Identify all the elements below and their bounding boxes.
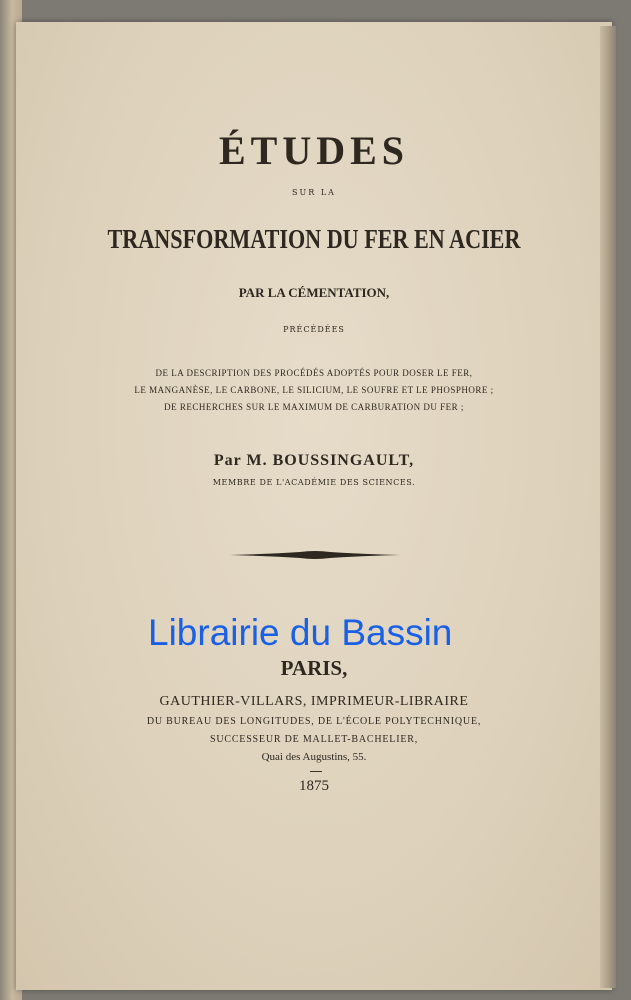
preceded-by-label: PRÉCÉDÉES <box>283 325 345 334</box>
description-line: LE MANGANÈSE, LE CARBONE, LE SILICIUM, LE SOUFRE ET LE PHOSPHORE ; <box>134 385 494 395</box>
author: Par M. BOUSSINGAULT, <box>213 452 415 469</box>
publisher-line: DU BUREAU DES LONGITUDES, DE L'ÉCOLE POLYTECHNIQUE, <box>146 716 482 727</box>
title-connector: SUR LA <box>292 188 336 197</box>
ornament-divider-icon <box>230 548 400 562</box>
year-rule <box>310 771 322 772</box>
publisher-address: Quai des Augustins, 55. <box>261 751 367 763</box>
main-title: TRANSFORMATION DU FER EN ACIER <box>107 224 521 254</box>
publisher-name: GAUTHIER-VILLARS, IMPRIMEUR-LIBRAIRE <box>159 694 469 709</box>
description-line: DE LA DESCRIPTION DES PROCÉDÉS ADOPTÉS POUR DOSER LE FER, <box>155 368 473 378</box>
publisher-line: SUCCESSEUR DE MALLET-BACHELIER, <box>209 734 419 745</box>
publication-year: 1875 <box>299 778 329 794</box>
bookseller-watermark: Librairie du Bassin <box>148 612 453 653</box>
publication-city: PARIS, <box>280 656 348 680</box>
author-affiliation: MEMBRE DE L'ACADÉMIE DES SCIENCES. <box>212 478 416 487</box>
subtitle: PAR LA CÉMENTATION, <box>238 285 390 300</box>
book-title: ÉTUDES <box>218 128 410 173</box>
description-line: DE RECHERCHES SUR LE MAXIMUM DE CARBURATION DU FER ; <box>164 402 464 412</box>
